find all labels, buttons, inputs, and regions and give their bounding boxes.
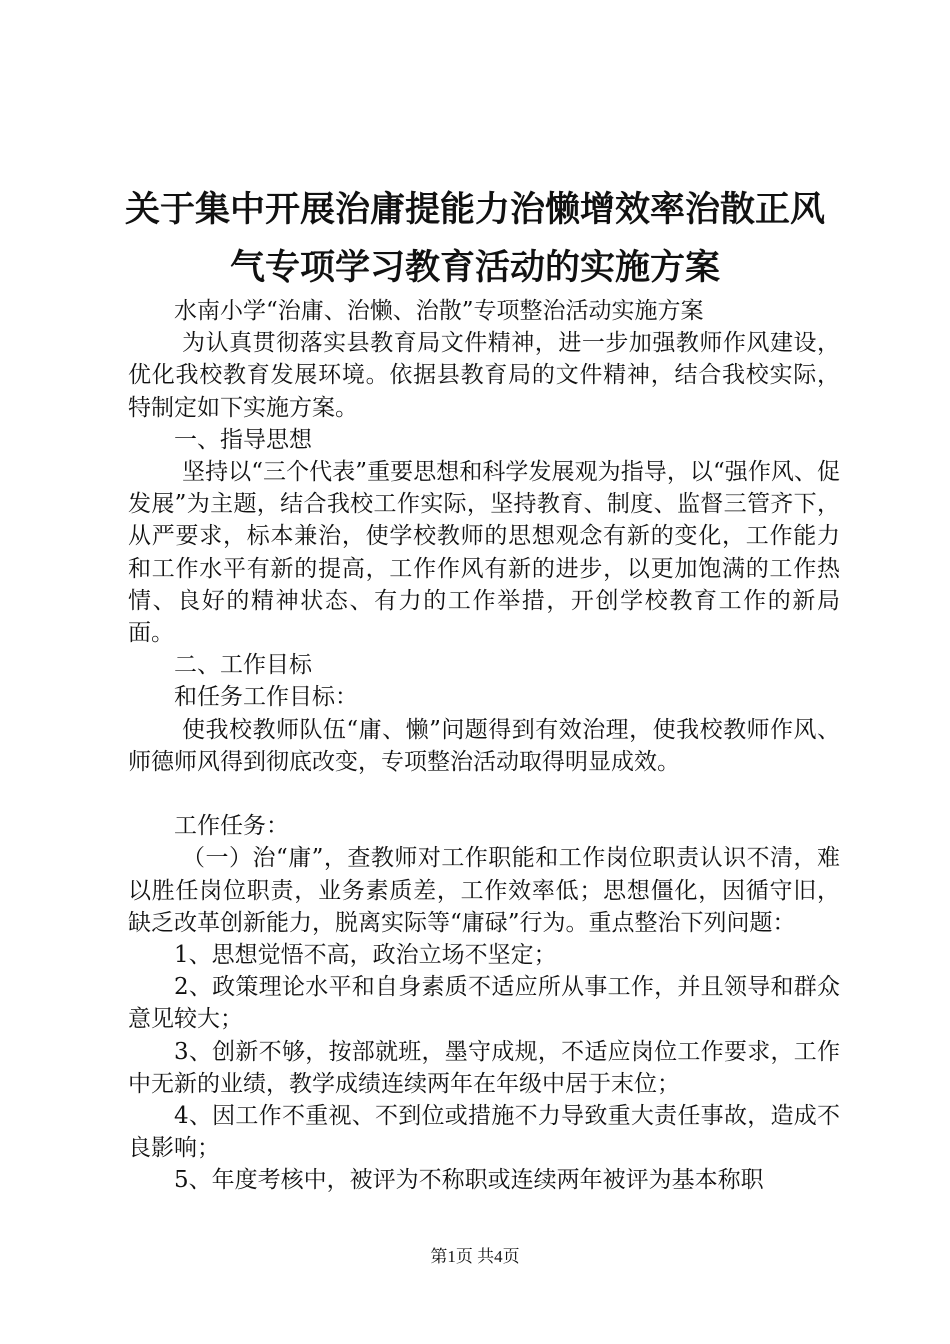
- list-item: 5、年度考核中，被评为不称职或连续两年被评为基本称职: [174, 1167, 764, 1194]
- section-2-heading: 二、工作目标: [174, 652, 312, 679]
- document-title-line-1: 关于集中开展治庸提能力治懒增效率治散正风: [124, 190, 825, 230]
- task-1-paragraph: （一）治“庸”，查教师对工作职能和工作岗位职责认识不清，难以胜任岗位职责，业务素质差，工作效率低；思想僵化，因循守旧，缺乏改革创新能力，脱离实际等“庸碌”行为。重点整治下列问题：: [128, 845, 840, 936]
- page-number: 第1页 共4页: [430, 1247, 520, 1266]
- list-item: 1、思想觉悟不高，政治立场不坚定；: [174, 942, 557, 969]
- goal-heading: 和任务工作目标：: [174, 684, 358, 711]
- document-title-line-2: 气专项学习教育活动的实施方案: [229, 248, 720, 288]
- goal-paragraph: 使我校教师队伍“庸、懒”问题得到有效治理，使我校教师作风、师德师风得到彻底改变，专项整治活动取得明显成效。: [128, 716, 840, 775]
- section-1-heading: 一、指导思想: [174, 426, 312, 453]
- tasks-heading: 工作任务：: [174, 813, 289, 840]
- document-body: [128, 295, 840, 1197]
- subtitle: 水南小学“治庸、治懒、治散”专项整治活动实施方案: [174, 298, 704, 324]
- section-1-paragraph: 坚持以“三个代表”重要思想和科学发展观为指导，以“强作风、促发展”为主题，结合我校工作实际，坚持教育、制度、监督三管齐下，从严要求，标本兼治，使学校教师的思想观念有新的变化，工作能力和工作水平有新的提高，工作作风有新的进步，以更加饱满的工作热情、良好的精神状态、有力的工作举措，开创学校教育工作的新局面。: [128, 459, 840, 647]
- blank-line: [128, 778, 840, 810]
- intro-paragraph: 为认真贯彻落实县教育局文件精神，进一步加强教师作风建设，优化我校教育发展环境。依据县教育局的文件精神，结合我校实际，特制定如下实施方案。: [128, 330, 840, 421]
- list-item: 2、政策理论水平和自身素质不适应所从事工作，并且领导和群众意见较大；: [128, 974, 840, 1033]
- list-item: 4、因工作不重视、不到位或措施不力导致重大责任事故，造成不良影响；: [128, 1103, 840, 1162]
- list-item: 3、创新不够，按部就班，墨守成规，不适应岗位工作要求，工作中无新的业绩，教学成绩连续两年在年级中居于末位；: [128, 1038, 840, 1097]
